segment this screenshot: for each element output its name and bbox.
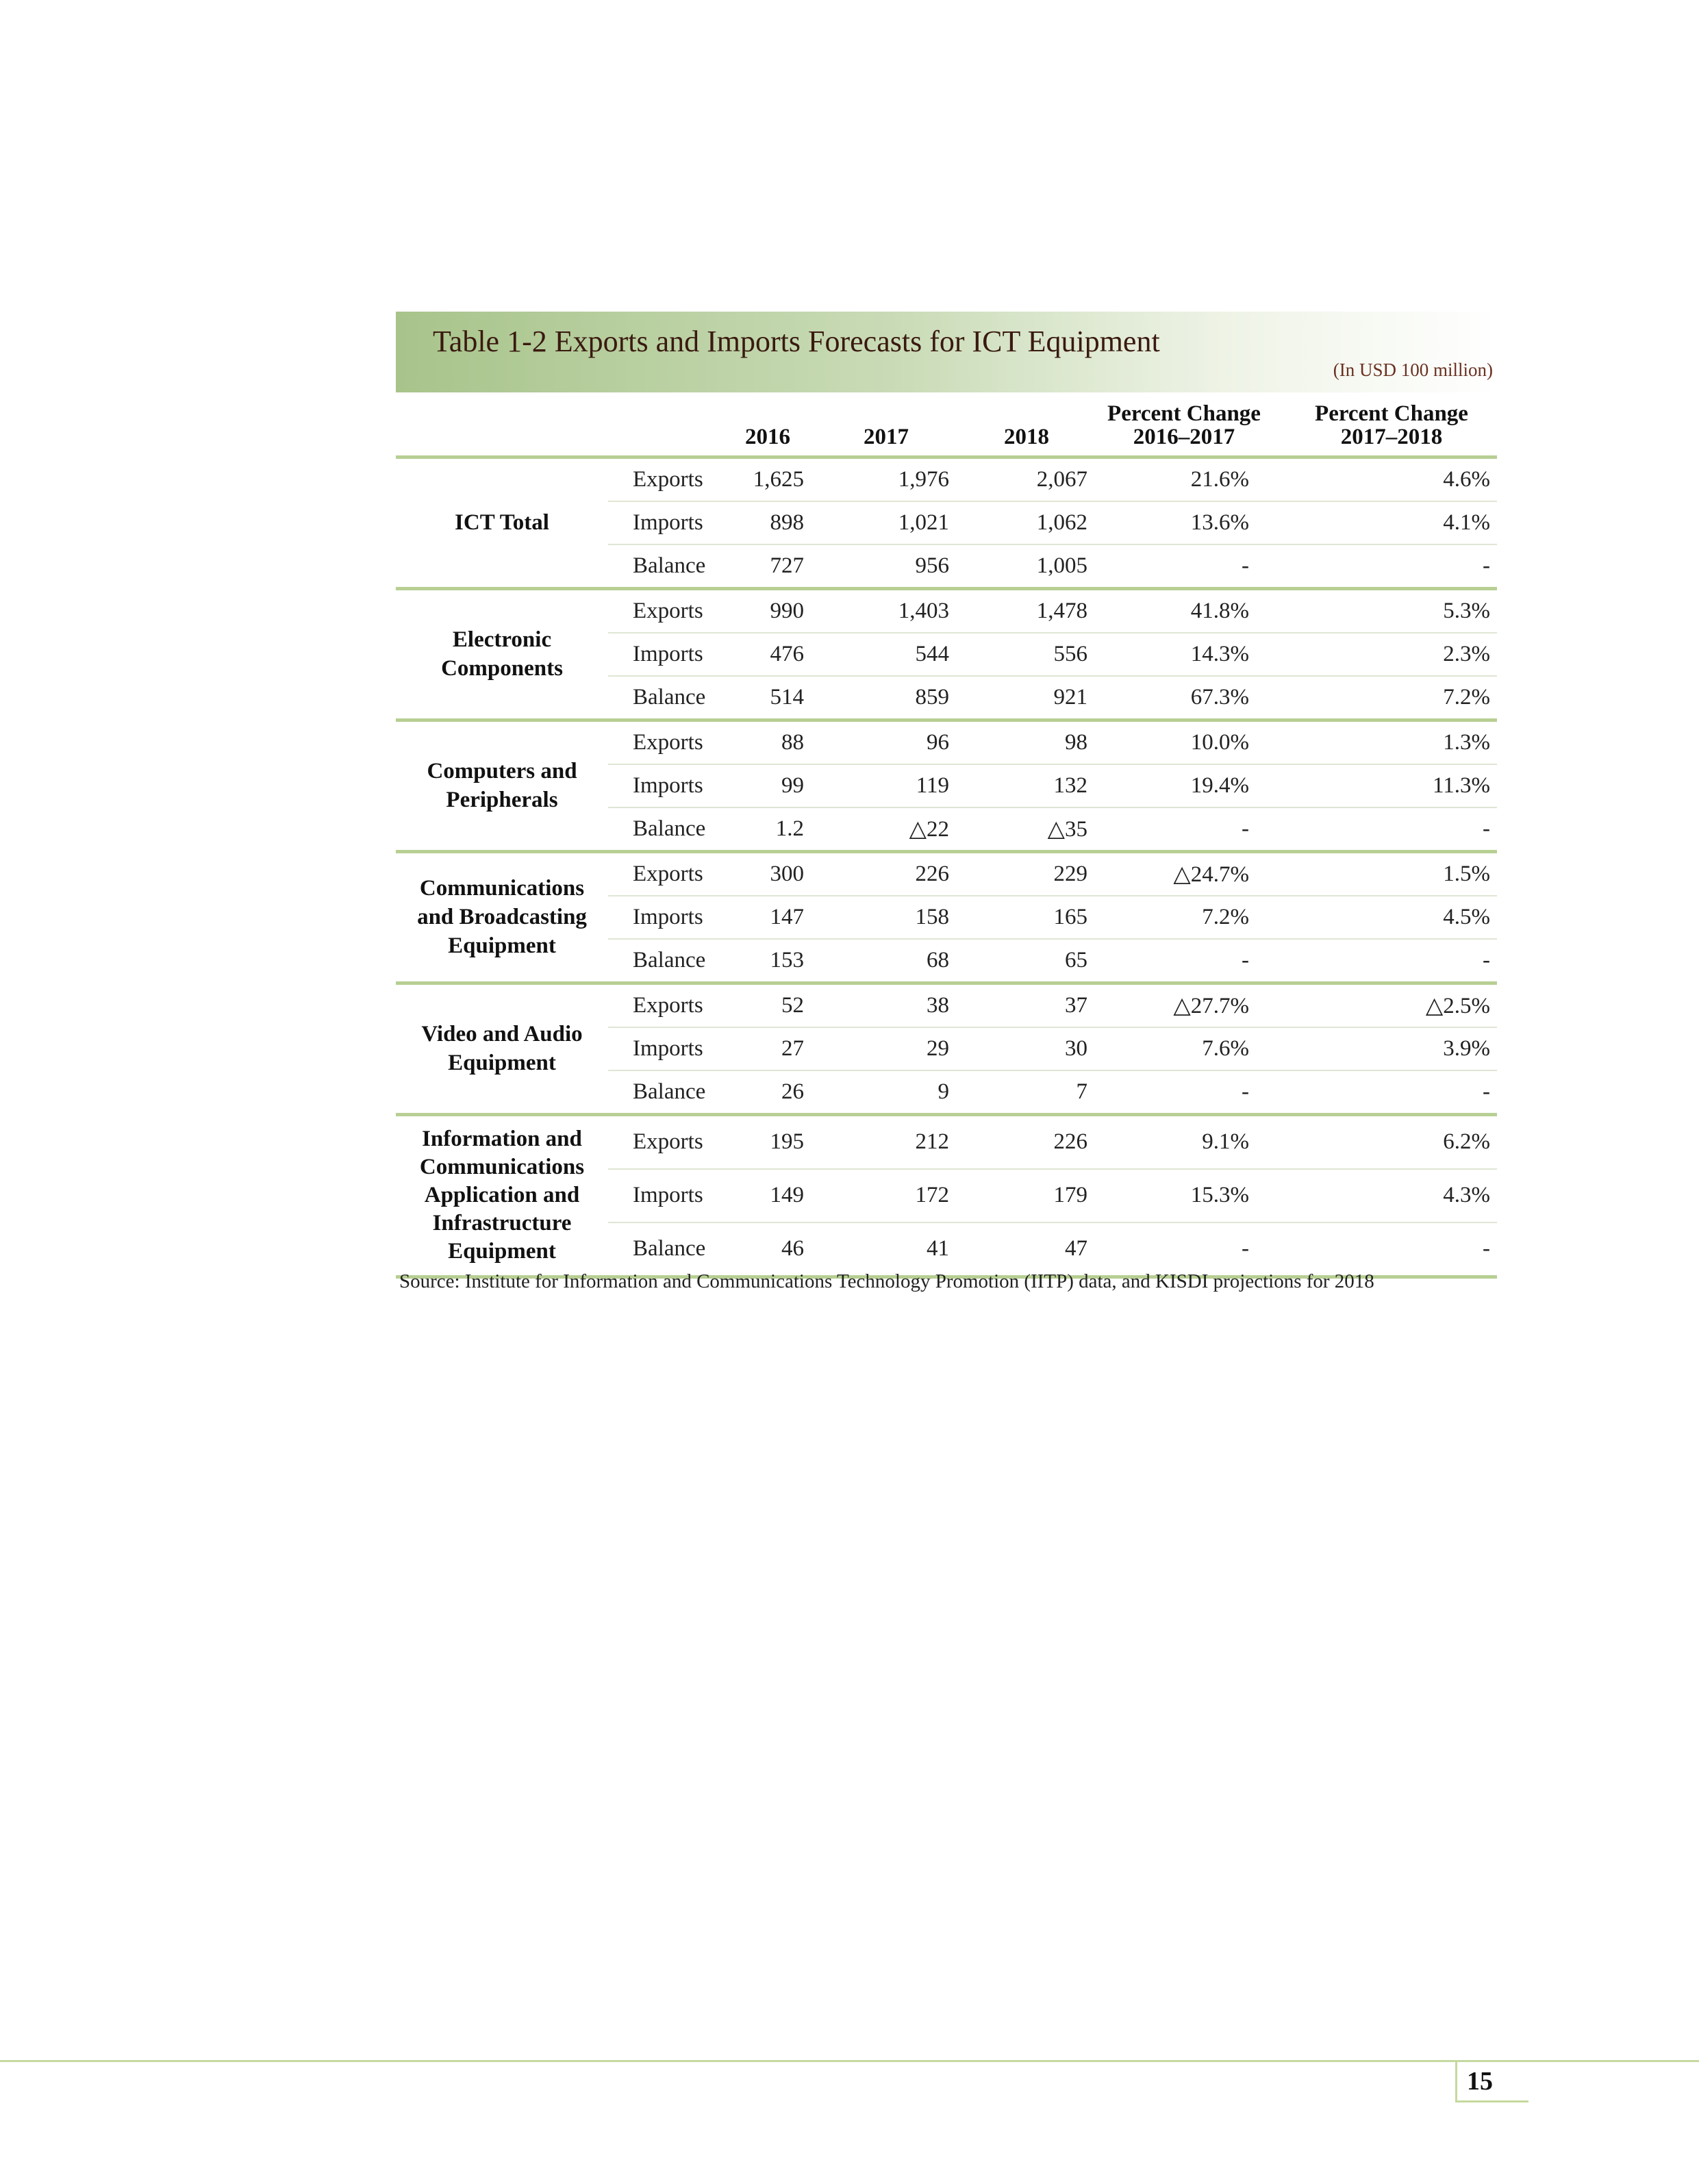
category-label-line: Equipment [448, 1051, 556, 1075]
cell-v2016: 898 [718, 501, 818, 544]
category-label-line: Communications [419, 876, 585, 901]
cell-pc2: 4.5% [1270, 896, 1497, 939]
table-row [396, 851, 1497, 896]
category-label-line: Infrastructure [432, 1211, 572, 1235]
cell-pc2: 4.3% [1270, 1169, 1497, 1222]
cell-pc1: △24.7% [1098, 851, 1270, 896]
cell-v2016: 990 [718, 588, 818, 633]
cell-v2016: 153 [718, 939, 818, 983]
cell-pc1: 13.6% [1098, 501, 1270, 544]
cell-pc2: 5.3% [1270, 588, 1497, 633]
cell-pc1: 41.8% [1098, 588, 1270, 633]
cell-pc2: 2.3% [1270, 633, 1497, 676]
cell-v2018: 226 [955, 1114, 1098, 1169]
cell-v2016: 52 [718, 983, 818, 1027]
cell-v2017: 212 [818, 1114, 955, 1169]
cell-v2017: 544 [818, 633, 955, 676]
cell-pc1: 9.1% [1098, 1114, 1270, 1169]
cell-v2018: 921 [955, 676, 1098, 720]
cell-pc2: 1.5% [1270, 851, 1497, 896]
cell-pc2: - [1270, 1070, 1497, 1115]
cell-v2018: 165 [955, 896, 1098, 939]
header-2017: 2017 [818, 392, 955, 457]
header-flow [608, 392, 718, 457]
cell-v2017: 96 [818, 720, 955, 764]
cell-pc1: 14.3% [1098, 633, 1270, 676]
category-label-line: Peripherals [446, 788, 558, 812]
category-label-line: Information and [422, 1127, 582, 1151]
category-label [396, 1114, 608, 1277]
header-category [396, 392, 608, 457]
cell-v2018: 229 [955, 851, 1098, 896]
cell-v2017: 1,021 [818, 501, 955, 544]
cell-v2016: 46 [718, 1222, 818, 1277]
flow-label: Imports [608, 1027, 718, 1070]
category-label [396, 720, 608, 851]
header-row [396, 392, 1497, 457]
flow-label: Balance [608, 544, 718, 589]
category-label-line: Equipment [448, 933, 556, 958]
cell-pc2: 7.2% [1270, 676, 1497, 720]
cell-v2018: 2,067 [955, 457, 1098, 501]
flow-label: Exports [608, 851, 718, 896]
flow-label: Balance [608, 807, 718, 852]
flow-label: Balance [608, 1222, 718, 1277]
cell-v2017: 1,976 [818, 457, 955, 501]
cell-v2016: 195 [718, 1114, 818, 1169]
cell-pc1: 67.3% [1098, 676, 1270, 720]
cell-v2018: 132 [955, 764, 1098, 807]
cell-v2018: 47 [955, 1222, 1098, 1277]
cell-v2016: 300 [718, 851, 818, 896]
cell-v2018: 7 [955, 1070, 1098, 1115]
cell-pc1: 7.2% [1098, 896, 1270, 939]
category-label-line: Electronic Components [441, 627, 563, 681]
cell-pc2: - [1270, 544, 1497, 589]
category-label [396, 588, 608, 720]
cell-v2018: 65 [955, 939, 1098, 983]
cell-v2017: 859 [818, 676, 955, 720]
flow-label: Balance [608, 676, 718, 720]
flow-label: Imports [608, 764, 718, 807]
cell-pc1: - [1098, 807, 1270, 852]
cell-v2016: 149 [718, 1169, 818, 1222]
category-label-line: and Broadcasting [417, 905, 587, 929]
cell-v2017: 158 [818, 896, 955, 939]
cell-v2018: 37 [955, 983, 1098, 1027]
page-number: 15 [1455, 2061, 1528, 2103]
header-pc2-line2: 2017–2018 [1340, 424, 1443, 449]
flow-label: Imports [608, 896, 718, 939]
cell-pc1: 19.4% [1098, 764, 1270, 807]
cell-v2017: 38 [818, 983, 955, 1027]
cell-v2016: 147 [718, 896, 818, 939]
cell-v2017: 172 [818, 1169, 955, 1222]
footer-rule [0, 2060, 1699, 2062]
cell-v2016: 727 [718, 544, 818, 589]
flow-label: Balance [608, 1070, 718, 1115]
flow-label: Imports [608, 501, 718, 544]
cell-pc1: 15.3% [1098, 1169, 1270, 1222]
table-title-bar [396, 312, 1497, 392]
category-label-line: Communications [419, 1155, 585, 1179]
cell-pc2: △2.5% [1270, 983, 1497, 1027]
header-2018: 2018 [955, 392, 1098, 457]
table-row [396, 457, 1497, 501]
cell-pc2: 3.9% [1270, 1027, 1497, 1070]
cell-v2017: 1,403 [818, 588, 955, 633]
cell-v2016: 514 [718, 676, 818, 720]
cell-pc2: 4.6% [1270, 457, 1497, 501]
source-note: Source: Institute for Information and Communications Technology Promotion (IITP) data, and KISDI projections for 2018 [399, 1270, 1374, 1292]
cell-v2016: 1.2 [718, 807, 818, 852]
category-label-line: Application and [424, 1183, 580, 1207]
cell-pc2: 11.3% [1270, 764, 1497, 807]
cell-v2017: 68 [818, 939, 955, 983]
cell-pc2: 4.1% [1270, 501, 1497, 544]
cell-pc2: - [1270, 1222, 1497, 1277]
cell-pc1: 10.0% [1098, 720, 1270, 764]
cell-pc1: 21.6% [1098, 457, 1270, 501]
category-label-line: ICT Total [455, 510, 549, 535]
flow-label: Exports [608, 1114, 718, 1169]
cell-v2016: 1,625 [718, 457, 818, 501]
cell-pc1: - [1098, 1070, 1270, 1115]
data-table [396, 392, 1497, 1279]
cell-v2016: 99 [718, 764, 818, 807]
cell-v2016: 27 [718, 1027, 818, 1070]
flow-label: Exports [608, 720, 718, 764]
cell-v2017: 119 [818, 764, 955, 807]
table-body [396, 457, 1497, 1277]
cell-v2018: 1,062 [955, 501, 1098, 544]
cell-v2017: 226 [818, 851, 955, 896]
category-label [396, 457, 608, 588]
category-label-line: Computers and [427, 759, 577, 783]
exports-imports-table-block [396, 312, 1497, 1279]
cell-v2016: 88 [718, 720, 818, 764]
header-pc2-line1: Percent Change [1315, 401, 1468, 426]
cell-v2017: 956 [818, 544, 955, 589]
table-row [396, 983, 1497, 1027]
cell-v2018: 98 [955, 720, 1098, 764]
cell-pc2: 1.3% [1270, 720, 1497, 764]
cell-v2018: 556 [955, 633, 1098, 676]
cell-pc2: - [1270, 807, 1497, 852]
category-label-line: Equipment [448, 1239, 556, 1264]
cell-pc1: - [1098, 1222, 1270, 1277]
flow-label: Exports [608, 588, 718, 633]
table-row [396, 588, 1497, 633]
cell-pc1: - [1098, 939, 1270, 983]
table-row [396, 720, 1497, 764]
category-label [396, 851, 608, 983]
flow-label: Exports [608, 457, 718, 501]
cell-v2017: 29 [818, 1027, 955, 1070]
cell-pc2: - [1270, 939, 1497, 983]
cell-v2018: 179 [955, 1169, 1098, 1222]
cell-v2017: 41 [818, 1222, 955, 1277]
cell-v2018: △35 [955, 807, 1098, 852]
table-row [396, 1114, 1497, 1169]
header-2016: 2016 [718, 392, 818, 457]
cell-v2016: 26 [718, 1070, 818, 1115]
cell-v2016: 476 [718, 633, 818, 676]
table-title: Table 1-2 Exports and Imports Forecasts for ICT Equipment [433, 325, 1160, 358]
category-label-line: Video and Audio [421, 1022, 583, 1046]
cell-v2018: 30 [955, 1027, 1098, 1070]
cell-v2017: △22 [818, 807, 955, 852]
header-pc1-line1: Percent Change [1107, 401, 1261, 426]
flow-label: Balance [608, 939, 718, 983]
header-percent-change-2017-2018 [1270, 392, 1497, 457]
cell-v2018: 1,478 [955, 588, 1098, 633]
flow-label: Imports [608, 633, 718, 676]
category-label [396, 983, 608, 1114]
cell-pc1: 7.6% [1098, 1027, 1270, 1070]
cell-v2018: 1,005 [955, 544, 1098, 589]
table-unit-note: (In USD 100 million) [1333, 360, 1493, 380]
cell-pc1: △27.7% [1098, 983, 1270, 1027]
flow-label: Imports [608, 1169, 718, 1222]
header-percent-change-2016-2017 [1098, 392, 1270, 457]
cell-v2017: 9 [818, 1070, 955, 1115]
cell-pc1: - [1098, 544, 1270, 589]
header-pc1-line2: 2016–2017 [1133, 424, 1235, 449]
flow-label: Exports [608, 983, 718, 1027]
cell-pc2: 6.2% [1270, 1114, 1497, 1169]
